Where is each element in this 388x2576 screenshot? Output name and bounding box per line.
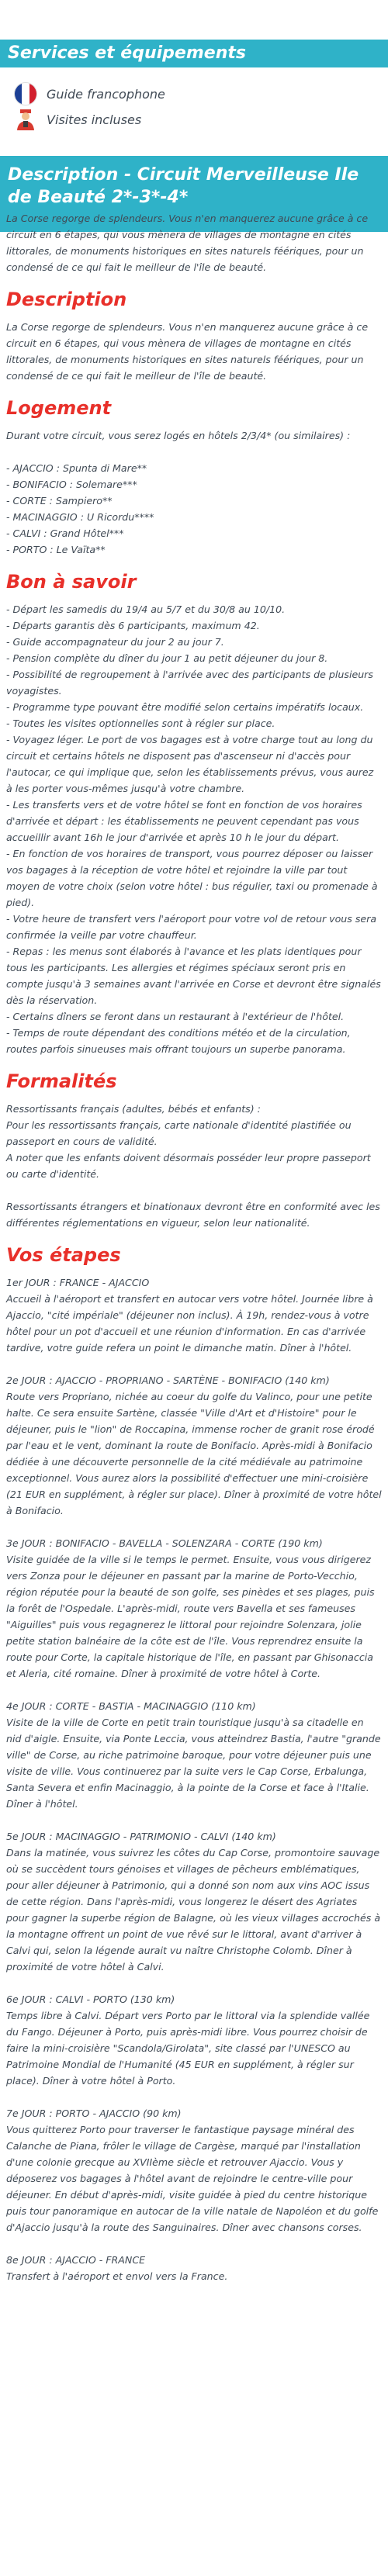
day-text: Route vers Propriano, nichée au coeur du golfe du Valinco, pour une petite halte. Ce sera ensuite Sartène, classée "Ville d'Art et d'Histoire" pour le déjeuner, puis le "lion" de Roccapina, immense rocher de granit rose érodé par l'eau et le vent, dominant la route de Bonifacio. Après-midi à Bonifacio dédiée à une découverte personnelle de la cité médiévale au patrimoine exceptionnel. Vous aurez alors la possibilité d'effectuer une mini-croisière (21 EUR en supplément, à régler sur place). Dîner à proximité de votre hôtel à Bonifacio.	[6, 1391, 382, 1516]
description-text: La Corse regorge de splendeurs. Vous n'en manquerez aucune grâce à ce circuit en 6 étapes, qui vous mènera de villages de montagne en cités littorales, de monuments historiques en sites naturels féériques, pour un condensé de ce qui fait le meilleur de l'île de beauté.	[6, 321, 369, 382]
day-title: 8e JOUR : AJACCIO - FRANCE	[6, 2254, 146, 2266]
formalites-heading: Formalités	[6, 1070, 117, 1092]
logement-intro: Durant votre circuit, vous serez logés en hôtels 2/3/4* (ou similaires) :	[6, 430, 351, 441]
day-text: Accueil à l'aéroport et transfert en autocar vers votre hôtel. Journée libre à Ajaccio, "cité impériale" (déjeuner non inclus). À 19h, rendez-vous à votre hôtel pour un pot d'accueil et une réunion d'information. En cas d'arrivée tardive, votre guide refera un point le dimanche matin. Dîner à l'hôtel.	[6, 1293, 373, 1354]
hotel-item: - CORTE : Sampiero**	[6, 495, 113, 507]
day-title: 1er JOUR : FRANCE - AJACCIO	[6, 1277, 150, 1288]
service-guide-label: Guide francophone	[47, 86, 165, 102]
day-text: Transfert à l'aéroport et envol vers la France.	[6, 2270, 228, 2282]
hotel-item: - CALVI : Grand Hôtel***	[6, 527, 124, 539]
french-flag-icon	[14, 82, 37, 105]
main-content	[6, 210, 382, 2284]
services-title: Services et équipements	[8, 43, 246, 63]
service-visits-label: Visites incluses	[47, 112, 142, 127]
day-text: Dans la matinée, vous suivrez les côtes du Cap Corse, promontoire sauvage où se succèdent tours génoises et villages de pêcheurs emblématiques, pour aller déjeuner à Patrimonio, qui a donné son nom aux vins AOC issus de cette région. Dans l'après-midi, vous longerez le désert des Agriates pour gagner la superbe région de Balagne, où les vieux villages accrochés à la montagne offrent un point de vue rêvé sur le littoral, avant d'arriver à Calvi qui, selon la légende aurait vu naître Christophe Colomb. Dîner à proximité de votre hôtel à Calvi.	[6, 1847, 381, 1973]
info-item: - Départ les samedis du 19/4 au 5/7 et du 30/8 au 10/10.	[6, 603, 286, 615]
formalites-p2: Pour les ressortissants français, carte nationale d'identité plastifiée ou passeport en cours de validité.	[6, 1119, 352, 1147]
info-item: - Départs garantis dès 6 participants, maximum 42.	[6, 620, 260, 631]
logement-heading: Logement	[6, 397, 112, 419]
info-item: - En fonction de vos horaires de transport, vous pourrez déposer ou laisser vos bagages à la réception de votre hôtel et rejoindre la ville par tout moyen de votre choix (selon votre hôtel : bus régulier, taxi ou promenade à pied).	[6, 848, 378, 908]
description-heading: Description	[6, 289, 127, 310]
formalites-p3: A noter que les enfants doivent désormais posséder leur propre passeport ou carte d'identité.	[6, 1152, 371, 1180]
day-text: Temps libre à Calvi. Départ vers Porto par le littoral via la splendide vallée du Fango. Déjeuner à Porto, puis après-midi libre. Vous pourrez choisir de faire la mini-croisière "Scandola/Girolata", site classé par l'UNESCO au Patrimoine Mondial de l'Humanité (45 EUR en supplément, à régler sur place). Dîner à votre hôtel à Porto.	[6, 2010, 370, 2087]
day-title: 6e JOUR : CALVI - PORTO (130 km)	[6, 1993, 175, 2005]
info-item: - Repas : les menus sont élaborés à l'avance et les plats identiques pour tous les participants. Les allergies et régimes spéciaux seront pris en compte jusqu'à 3 semaines avant l'arrivée en Corse et devront être signalés dès la réservation.	[6, 946, 381, 1006]
day-title: 4e JOUR : CORTE - BASTIA - MACINAGGIO (110 km)	[6, 1700, 256, 1712]
day-text: Visite guidée de la ville si le temps le permet. Ensuite, vous vous dirigerez vers Zonza pour le déjeuner en passant par la marine de Porto-Vecchio, région réputée pour la beauté de son golfe, ses pinèdes et ses plages, puis la forêt de l'Ospedale. L'après-midi, route vers Bavella et ses fameuses "Aiguilles" puis vous regagnerez le littoral pour rejoindre Solenzara, jolie petite station balnéaire de la côte est de l'île. Vous reprendrez ensuite la route pour Corte, la capitale historique de l'île, en passant par Ghisonaccia et Aleria, cité romaine. Dîner à proximité de votre hôtel à Corte.	[6, 1554, 375, 1679]
day-title: 3e JOUR : BONIFACIO - BAVELLA - SOLENZARA - CORTE (190 km)	[6, 1537, 323, 1549]
info-item: - Voyagez léger. Le port de vos bagages est à votre charge tout au long du circuit et certains hôtels ne disposent pas d'ascenseur ni d'accès pour l'autocar, ce qui implique que, selon les établissements prévus, vous aurez à les porter vous-mêmes jusqu'à votre chambre.	[6, 734, 374, 794]
info-item: - Temps de route dépendant des conditions météo et de la circulation, routes parfois sinueuses mais offrant toujours un superbe panorama.	[6, 1027, 351, 1055]
info-item: - Votre heure de transfert vers l'aéroport pour votre vol de retour vous sera confirmée la veille par votre chauffeur.	[6, 913, 377, 941]
hotel-item: - AJACCIO : Spunta di Mare**	[6, 462, 147, 474]
bon-a-savoir-heading: Bon à savoir	[6, 571, 137, 593]
service-visits	[14, 108, 141, 131]
day-title: 5e JOUR : MACINAGGIO - PATRIMONIO - CALVI (140 km)	[6, 1831, 276, 1842]
info-item: - Programme type pouvant être modifié selon certains impératifs locaux.	[6, 701, 364, 713]
formalites-p1: Ressortissants français (adultes, bébés et enfants) :	[6, 1103, 261, 1115]
info-item: - Pension complète du dîner du jour 1 au petit déjeuner du jour 8.	[6, 652, 328, 664]
hotel-item: - BONIFACIO : Solemare***	[6, 479, 137, 490]
info-item: - Certains dîners se feront dans un restaurant à l'extérieur de l'hôtel.	[6, 1011, 345, 1022]
formalites-p4: Ressortissants étrangers et binationaux devront être en conformité avec les différentes réglementations en vigueur, selon leur nationalité.	[6, 1201, 380, 1229]
services-list	[14, 82, 379, 127]
guide-person-icon	[14, 108, 37, 131]
info-item: - Les transferts vers et de votre hôtel se font en fonction de vos horaires d'arrivée et départ : les établissements ne peuvent cependant pas vous accueillir avant 16h le jour d'arrivée et après 10 h le jour du départ.	[6, 799, 362, 843]
etapes-heading: Vos étapes	[6, 1244, 121, 1266]
services-header	[0, 40, 388, 67]
info-item: - Toutes les visites optionnelles sont à régler sur place.	[6, 717, 275, 729]
description-title: Description - Circuit Merveilleuse Ile de Beauté 2*-3*-4*	[8, 165, 359, 207]
hotel-item: - PORTO : Le Vaïta**	[6, 544, 106, 555]
day-title: 7e JOUR : PORTO - AJACCIO (90 km)	[6, 2107, 182, 2119]
info-item: - Guide accompagnateur du jour 2 au jour 7.	[6, 636, 224, 648]
info-item: - Possibilité de regroupement à l'arrivée avec des participants de plusieurs voyagistes.	[6, 669, 373, 697]
service-guide	[14, 82, 165, 105]
day-title: 2e JOUR : AJACCIO - PROPRIANO - SARTÈNE - BONIFACIO (140 km)	[6, 1374, 330, 1386]
description-intro: La Corse regorge de splendeurs. Vous n'en manquerez aucune grâce à ce circuit en 6 étapes, qui vous mènera de villages de montagne en cités littorales, de monuments historiques en sites naturels féériques, pour un condensé de ce qui fait le meilleur de l'île de beauté.	[6, 213, 369, 273]
day-text: Visite de la ville de Corte en petit train touristique jusqu'à sa citadelle en nid d'aigle. Ensuite, via Ponte Leccia, vous atteindrez Bastia, l'autre "grande ville" de Corse, au riche patrimoine baroque, pour votre déjeuner puis une visite de ville. Vous continuerez par la suite vers le Cap Corse, Erbalunga, Santa Severa et enfin Macinaggio, à la pointe de la Corse et face à l'Italie. Dîner à l'hôtel.	[6, 1717, 381, 1810]
day-text: Vous quitterez Porto pour traverser le fantastique paysage minéral des Calanche de Piana, frôler le village de Cargèse, marqué par l'installation d'une colonie grecque au XVIIème siècle et retrouver Ajaccio. Vous y déposerez vos bagages à l'hôtel avant de rejoindre le centre-ville pour déjeuner. En début d'après-midi, visite guidée à pied du centre historique puis tour panoramique en autocar de la ville natale de Napoléon et du golfe d'Ajaccio jusqu'à la route des Sanguinaires. Dîner avec chansons corses.	[6, 2124, 379, 2233]
hotel-item: - MACINAGGIO : U Ricordu****	[6, 511, 154, 523]
